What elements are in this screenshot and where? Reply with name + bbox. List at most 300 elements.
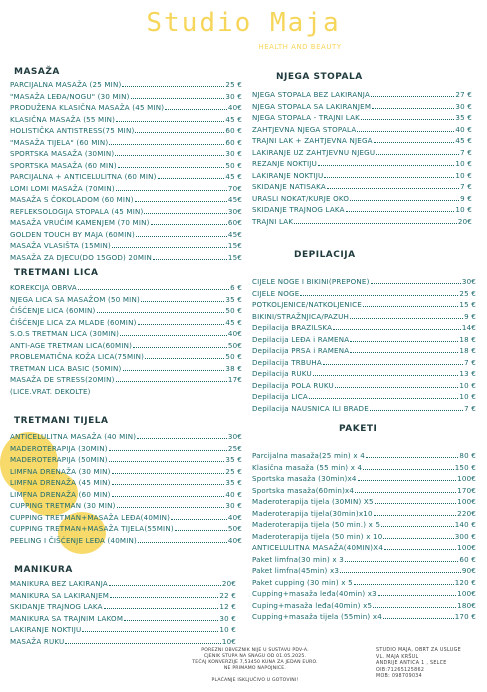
footer-line: TEČAJ KONVERZIJE 7,53450 KUNA ZA JEDAN EURO.: [192, 660, 318, 665]
dot-leader: [383, 618, 454, 619]
service-price: 7 €: [460, 182, 472, 191]
service-price: 30 €: [225, 501, 242, 510]
service-price: 15€: [227, 241, 242, 250]
price-list-item: [10, 443, 242, 455]
service-price: 40€: [227, 329, 242, 338]
dot-leader: [112, 473, 225, 474]
service-name: CUPPING TRETMAN+MASAŽA LEĐA(40MIN): [10, 512, 171, 522]
section-title-njega-stopala: NJEGA STOPALA: [276, 72, 363, 82]
price-list-item: [10, 252, 242, 264]
service-name: MASAŽA ZA DJECU(DO 15GOD) 20MIN: [10, 252, 152, 262]
list-paketi: [252, 450, 476, 623]
service-name: SPORTSKA MASAŽA (30MIN): [10, 149, 115, 158]
price-list-item: [252, 565, 476, 577]
service-price: 35 €: [455, 113, 472, 122]
service-name: GOLDEN TOUCH BY MAJA (60MIN): [10, 229, 135, 239]
dot-leader: [109, 144, 224, 145]
service-name: MANIKURA BEZ LAKIRANJA: [10, 579, 108, 588]
service-name: PROBLEMATIČNA KOŽA LICA(75MIN): [10, 352, 145, 361]
service-name: Sportska masaža (30min)x4: [252, 474, 357, 483]
service-price: 35 €: [225, 478, 242, 487]
service-price: 25 €: [459, 288, 476, 298]
price-list-item: [10, 477, 242, 489]
dot-leader: [116, 190, 227, 191]
dot-leader: [97, 312, 225, 313]
price-list-item: [10, 91, 242, 103]
price-list-item: [10, 160, 242, 172]
service-name: MASAŽA VRUĆIM KAMENJEM (70 MIN): [10, 218, 150, 227]
service-price: 40 €: [455, 124, 472, 134]
service-name: NJEGA STOPALA SA LAKIRANJEM: [252, 101, 372, 111]
service-price: 10 €: [219, 625, 236, 634]
price-list-item: [252, 485, 476, 497]
service-price: 100€: [457, 474, 476, 483]
price-list-item: [10, 294, 242, 306]
service-name: (LICE.VRAT. DEKOLTE): [10, 386, 91, 396]
price-list-item: [10, 613, 236, 625]
price-list-item: [10, 386, 242, 398]
service-name: Depilacija LEĐA i RAMENA: [252, 334, 350, 344]
price-list-item: [10, 171, 242, 183]
footer-line: POREZNI OBVEZNIK NIJE U SUSTAVU PDV-A.: [201, 648, 309, 653]
dot-leader: [335, 387, 458, 388]
price-list-item: [252, 519, 476, 531]
service-price: 30€: [461, 277, 476, 286]
service-price: 7 €: [464, 403, 476, 413]
service-name: Paket limfna(30 min) x 3: [252, 554, 344, 564]
price-list-item: [252, 462, 476, 474]
section-title-depilacija: DEPILACIJA: [294, 250, 356, 260]
service-name: PARCIJALNA + ANTICELULITNA (60 MIN): [10, 172, 157, 181]
dot-leader: [136, 236, 227, 237]
price-list-item: [10, 601, 236, 613]
service-price: 14€: [461, 323, 476, 332]
dot-leader: [109, 585, 221, 586]
price-list-item: [252, 391, 476, 403]
service-name: LIMFNA DRENAŽA (60 MIN): [10, 489, 111, 499]
section-title-tretmani-tijela: TRETMANI TIJELA: [14, 416, 109, 426]
dot-leader: [363, 469, 453, 470]
price-list-item: [252, 216, 472, 228]
service-price: 50 €: [225, 160, 242, 170]
address-line: ANDRIJE ANTICA 1 , SELCE: [376, 661, 447, 666]
price-list-item: [10, 114, 242, 126]
service-name: Cupping+masaža leđa(40min) x3: [252, 589, 377, 598]
dot-leader: [131, 98, 225, 99]
service-name: LOMI LOMI MASAŽA (70MIN): [10, 183, 115, 193]
price-list-item: [252, 299, 476, 311]
service-name: REZANJE NOKTIJU: [252, 159, 317, 168]
service-name: Depilacija RUKU: [252, 369, 312, 378]
service-price: 25€: [227, 443, 242, 453]
price-list-item: [252, 334, 476, 346]
dot-leader: [123, 370, 225, 371]
price-list-item: [252, 288, 476, 300]
service-name: TRAJNI LAK: [252, 216, 294, 226]
service-price: 10 €: [459, 392, 476, 401]
dot-leader: [350, 318, 463, 319]
list-njega-stopala: [252, 89, 472, 227]
service-name: CIJELE NOGE: [252, 288, 300, 298]
service-price: 38 €: [225, 363, 242, 373]
price-list-item: [10, 578, 236, 590]
dot-leader: [135, 132, 224, 133]
dot-leader: [363, 306, 458, 307]
service-name: Maderoterapija tijela (50 min.) x 5: [252, 520, 381, 529]
service-name: Depilacija NAUSNICA ILI BRADE: [252, 403, 369, 413]
service-price: 10 €: [455, 205, 472, 214]
service-price: 22 €: [219, 590, 236, 600]
service-name: CUPPING TRETMAN (30 MIN): [10, 501, 116, 510]
price-list-item: [10, 282, 242, 294]
dot-leader: [110, 597, 218, 598]
price-list-item: [252, 147, 472, 159]
service-name: ZAHTJEVNA NJEGA STOPALA: [252, 124, 357, 134]
service-price: 17€: [227, 375, 242, 384]
service-price: 13 €: [459, 369, 476, 378]
dot-leader: [366, 457, 458, 458]
service-name: Parcijalna masaža(25 min) x 4: [252, 451, 365, 460]
price-list-item: [252, 345, 476, 357]
service-price: 300 €: [454, 531, 476, 541]
price-list-item: [252, 101, 472, 113]
price-list-item: [252, 112, 472, 124]
service-price: 10 €: [455, 170, 472, 180]
service-name: PARCIJALNA MASAŽA (25 MIN): [10, 80, 122, 89]
dot-leader: [165, 109, 227, 110]
service-name: "MASAŽA TIJELA" (60 MIN): [10, 137, 109, 147]
service-name: Sportska masaža(60min)x4: [252, 485, 355, 495]
footer-line: PLAĆANJE ISKLJUČIVO U GOTOVINI!: [211, 678, 299, 683]
service-price: 30€: [227, 206, 242, 216]
service-name: Depilacija BRAZILSKA: [252, 323, 333, 332]
service-name: NJEGA LICA SA MASAŽOM (50 MIN): [10, 294, 140, 304]
service-name: HOLISTIČKA ANTISTRESS(75 MIN): [10, 126, 135, 135]
price-list-item: [252, 322, 476, 334]
service-name: S.O.S TRETMAN LICA (30MIN): [10, 329, 120, 338]
service-name: SKIDANJE NATISAKA: [252, 182, 326, 191]
service-name: ANTI-AGE TRETMAN LICA(60MIN): [10, 340, 133, 350]
dot-leader: [118, 167, 225, 168]
dot-leader: [313, 375, 459, 376]
service-name: URASLI NOKAT/KURJE OKO: [252, 193, 350, 203]
service-price: 40€: [227, 535, 242, 545]
price-list-item: [10, 328, 242, 340]
service-name: Klasična masaža (55 min) x 4: [252, 462, 363, 472]
service-price: 30 €: [219, 613, 236, 623]
service-price: 170€: [457, 485, 476, 495]
price-list-item: [252, 496, 476, 508]
price-list-item: [10, 340, 242, 352]
service-price: 30 €: [225, 91, 242, 101]
dot-leader: [112, 496, 225, 497]
price-list-item: [252, 89, 472, 101]
price-list-item: [10, 351, 242, 363]
price-list-item: [252, 531, 476, 543]
service-name: KOREKCIJA OBRVA: [10, 283, 77, 292]
price-list-item: [10, 148, 242, 160]
list-tretmani-tijela: [10, 431, 242, 546]
dot-leader: [371, 96, 454, 97]
service-price: 30€: [227, 432, 242, 441]
address-block: [376, 648, 486, 681]
service-price: 60€: [227, 218, 242, 227]
service-name: LIMFNA DRENAŽA (45 MIN): [10, 478, 111, 487]
service-name: KLASIČNA MASAŽA (55 MIN): [10, 114, 116, 124]
dot-leader: [104, 608, 219, 609]
dot-leader: [116, 381, 227, 382]
service-name: MANIKURA SA TRAJNIM LAKOM: [10, 613, 124, 623]
section-title-paketi: PAKETI: [339, 424, 378, 434]
address-line: MOB: 098709034: [376, 674, 423, 679]
dot-leader: [120, 335, 227, 336]
dot-leader: [350, 200, 459, 201]
price-list-item: [10, 240, 242, 252]
dot-leader: [135, 201, 227, 202]
service-name: ANTICELULITNA MASAŽA(40MIN)X4: [252, 543, 384, 552]
service-name: Paket cupping (30 min) x 5: [252, 577, 353, 587]
service-price: 60 €: [225, 137, 242, 147]
dot-leader: [374, 142, 455, 143]
service-price: 7 €: [464, 357, 476, 367]
service-price: 9 €: [464, 311, 476, 321]
dot-leader: [151, 224, 227, 225]
service-price: 100€: [457, 589, 476, 598]
dot-leader: [345, 561, 458, 562]
service-price: 45 €: [455, 136, 472, 145]
service-price: 60 €: [225, 126, 242, 135]
service-price: 30 €: [455, 101, 472, 111]
dot-leader: [357, 131, 454, 132]
dot-leader: [309, 398, 458, 399]
dot-leader: [327, 188, 459, 189]
service-name: CUPPING TRETMAN+MASAŽA TIJELA(55MIN): [10, 524, 174, 533]
service-name: LIMFNA DRENAŽA (30 MIN): [10, 466, 111, 476]
dot-leader: [78, 289, 229, 290]
price-list-item: [10, 229, 242, 241]
service-price: 40 €: [225, 489, 242, 499]
service-name: Depilacija LICA: [252, 392, 308, 401]
dot-leader: [138, 542, 227, 543]
price-list-item: [10, 206, 242, 218]
price-list-item: [10, 590, 236, 602]
service-name: MADEROTERAPIJA (50MIN): [10, 455, 108, 464]
service-price: 40€: [227, 512, 242, 522]
service-name: Depilacija PRSA i RAMENA: [252, 346, 350, 355]
dot-leader: [153, 259, 227, 260]
service-name: MASAŽA DE STRESS(20MIN): [10, 375, 115, 384]
service-price: 18 €: [459, 346, 476, 355]
service-name: Maderoterapija tijela(30min)x10: [252, 508, 373, 518]
section-title-masaza: MASAŽA: [14, 67, 60, 77]
service-price: 180€: [457, 600, 476, 610]
service-price: 120 €: [454, 577, 476, 587]
service-name: MADEROTERAPIJA (30MIN): [10, 443, 108, 453]
service-price: 45 €: [225, 317, 242, 327]
service-price: 25 €: [225, 466, 242, 476]
dot-leader: [116, 121, 224, 122]
service-price: 80 €: [459, 451, 476, 460]
service-name: Maderoterapija tijela (30MIN) X5: [252, 497, 374, 506]
dot-leader: [144, 213, 226, 214]
price-list-item: [10, 305, 242, 317]
dot-leader: [124, 620, 218, 621]
dot-leader: [333, 329, 461, 330]
price-list-item: [252, 204, 472, 216]
dot-leader: [372, 108, 454, 109]
service-price: 18 €: [459, 334, 476, 344]
dot-leader: [318, 165, 454, 166]
service-price: 35 €: [225, 294, 242, 304]
price-list-item: [10, 489, 242, 501]
service-name: LAKIRANJE NOKTIJU: [252, 170, 324, 180]
service-name: POTKOLJENICE/NATKOLJENICE: [252, 300, 362, 309]
dot-leader: [158, 178, 225, 179]
dot-leader: [358, 480, 457, 481]
dot-leader: [117, 507, 225, 508]
price-list-item: [10, 217, 242, 229]
price-list-item: [252, 368, 476, 380]
dot-leader: [122, 86, 224, 87]
dot-leader: [340, 572, 461, 573]
list-masaza: [10, 79, 242, 263]
price-list-item: [252, 170, 472, 182]
dot-leader: [376, 154, 459, 155]
service-price: 220€: [457, 508, 476, 518]
dot-leader: [346, 211, 455, 212]
service-price: 50€: [227, 340, 242, 350]
service-name: BIKINI/STRAŽNJICA/PAZUH: [252, 311, 350, 321]
service-price: 50 €: [225, 352, 242, 361]
dot-leader: [381, 526, 453, 527]
service-price: 30 €: [225, 149, 242, 158]
service-price: 15€: [227, 252, 242, 262]
dot-leader: [384, 549, 456, 550]
price-list-item: [10, 535, 242, 547]
price-list-item: [10, 431, 242, 443]
dot-leader: [171, 519, 227, 520]
service-name: CIJELE NOGE I BIKINI(PREPONE): [252, 277, 370, 286]
dot-leader: [323, 364, 463, 365]
price-list-item: [252, 611, 476, 623]
price-list-item: [10, 183, 242, 195]
service-name: REFLEKSOLOGIJA STOPALA (45 MIN): [10, 206, 144, 216]
dot-leader: [300, 295, 458, 296]
service-price: 35 €: [225, 455, 242, 464]
dot-leader: [371, 283, 461, 284]
price-list-item: [252, 193, 472, 205]
address-line: VL. MAJA KRŠUL: [376, 654, 419, 660]
price-list-item: [10, 523, 242, 535]
service-price: 20€: [457, 216, 472, 226]
price-list-item: [10, 512, 242, 524]
dot-leader: [112, 484, 225, 485]
service-price: 45 €: [225, 172, 242, 181]
dot-leader: [350, 341, 458, 342]
service-price: 60 €: [459, 554, 476, 564]
service-name: NJEGA STOPALA BEZ LAKIRANJA: [252, 90, 370, 99]
dot-leader: [383, 538, 453, 539]
service-name: Cuping+masaža leđa(40min) x5: [252, 600, 373, 610]
price-list-item: [10, 636, 236, 648]
service-name: SPORTSKA MASAŽA (60 MIN): [10, 160, 117, 170]
price-list-item: [252, 577, 476, 589]
service-price: 6 €: [230, 283, 242, 292]
dot-leader: [374, 515, 456, 516]
price-list-item: [252, 158, 472, 170]
price-list-item: [10, 125, 242, 137]
service-price: 50€: [227, 524, 242, 533]
service-name: MASAŽA VLASIŠTA (15MIN): [10, 241, 111, 250]
service-price: 50 €: [225, 306, 242, 315]
footer-notice: [180, 648, 330, 684]
service-price: 15 €: [459, 300, 476, 309]
dot-leader: [373, 607, 456, 608]
price-list-item: [252, 311, 476, 323]
service-name: Depilacija POLA RUKU: [252, 380, 334, 390]
price-list-item: [252, 403, 476, 415]
price-list-item: [10, 317, 242, 329]
dot-leader: [133, 347, 227, 348]
dot-leader: [354, 584, 454, 585]
dot-leader: [137, 438, 227, 439]
service-name: ČIŠĆENJE LICA (60MIN): [10, 306, 96, 315]
service-price: 90€: [461, 566, 476, 575]
price-list-item: [252, 181, 472, 193]
price-list-item: [252, 380, 476, 392]
service-price: 25 €: [225, 80, 242, 89]
dot-leader: [65, 643, 220, 644]
list-tretmani-lica: [10, 282, 242, 397]
price-list-item: [252, 473, 476, 485]
price-list-item: [10, 102, 242, 114]
dot-leader: [109, 450, 227, 451]
price-list-item: [252, 508, 476, 520]
list-depilacija: [252, 276, 476, 414]
price-list-item: [10, 500, 242, 512]
footer-line: CJENIK STUPA NA SNAGU OD 01.05.2025.: [203, 654, 307, 659]
service-name: SKIDANJE TRAJNOG LAKA: [252, 205, 345, 214]
dot-leader: [294, 223, 457, 224]
price-list-item: [252, 554, 476, 566]
address-line: OIB:71265125862: [376, 667, 425, 673]
price-list-item: [10, 363, 242, 375]
price-list-item: [10, 374, 242, 386]
service-price: 27 €: [455, 90, 472, 99]
price-list-item: [252, 135, 472, 147]
service-price: 10€: [221, 636, 236, 646]
service-price: 10 €: [459, 380, 476, 390]
dot-leader: [361, 119, 454, 120]
service-name: TRAJNI LAK + ZAHTJEVNA NJEGA: [252, 136, 373, 145]
dot-leader: [112, 247, 227, 248]
brand-title: Studio Maja: [146, 8, 341, 38]
dot-leader: [82, 631, 218, 632]
address-line: STUDIO MAJA, OBRT ZA USLUGE: [376, 648, 461, 653]
dot-leader: [378, 595, 456, 596]
dot-leader: [175, 530, 227, 531]
service-name: MANIKURA SA LAKIRANJEM: [10, 590, 110, 600]
service-price: 45 €: [225, 114, 242, 124]
service-name: Paket limfna(45min) x3: [252, 566, 340, 575]
price-list-item: [252, 276, 476, 288]
price-list-item: [10, 79, 242, 91]
service-name: Depilacija TRBUHA: [252, 357, 322, 367]
service-price: 20€: [221, 579, 236, 588]
service-price: 100€: [457, 543, 476, 552]
dot-leader: [324, 177, 454, 178]
service-price: 45€: [227, 195, 242, 204]
